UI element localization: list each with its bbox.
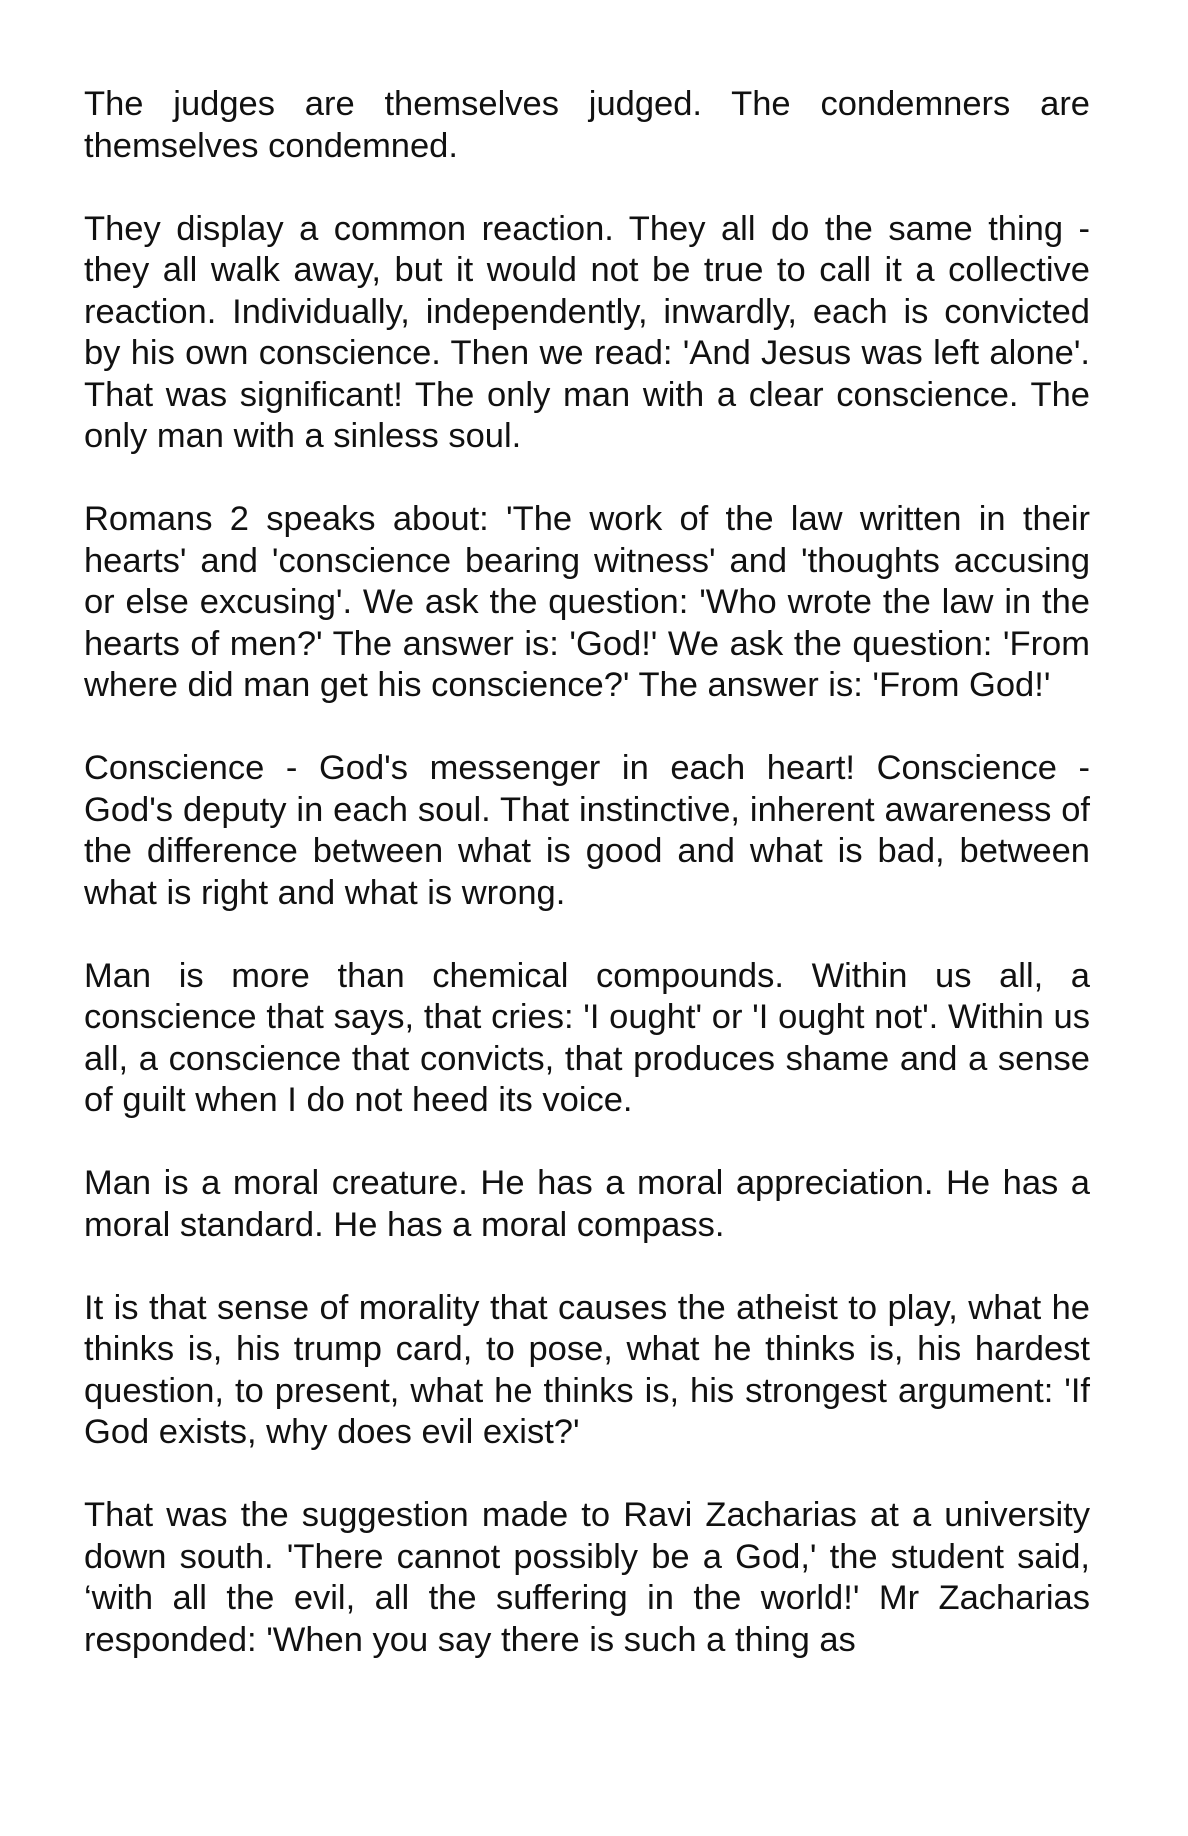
- paragraph-chemical-compounds: Man is more than chemical compounds. Within us all, a conscience that says, that cries: 'I ought' or 'I ought not'. Within us all, a conscience that convicts, that produces shame and a sense of guilt when I do not heed its voice.: [84, 956, 1090, 1119]
- paragraph-ravi-zacharias: That was the suggestion made to Ravi Zacharias at a university down south. 'There cannot possibly be a God,' the student said, ‘with all the evil, all the suffering in the world!' Mr Zacharias responded: 'When you say there is such a thing as: [84, 1496, 1090, 1659]
- document-page: [84, 84, 1090, 1661]
- paragraph-atheist-argument: It is that sense of morality that causes the atheist to play, what he thinks is, his trump card, to pose, what he thinks is, his hardest question, to present, what he thinks is, his strongest argument: 'If God exists, why does evil exist?': [84, 1288, 1090, 1451]
- paragraph-moral-creature: Man is a moral creature. He has a moral appreciation. He has a moral standard. He has a moral compass.: [84, 1164, 1090, 1244]
- paragraph-gods-messenger: Conscience - God's messenger in each heart! Conscience - God's deputy in each soul. That instinctive, inherent awareness of the difference between what is good and what is bad, between what is right and what is wrong.: [84, 749, 1090, 912]
- paragraph-common-reaction: They display a common reaction. They all do the same thing - they all walk away, but it would not be true to call it a collective reaction. Individually, independently, inwardly, each is convicted by his own conscience. Then we read: 'And Jesus was left alone'. That was significant! The only man with a clear conscience. The only man with a sinless soul.: [84, 209, 1090, 455]
- paragraph-judges: The judges are themselves judged. The condemners are themselves condemned.: [84, 85, 1090, 165]
- paragraph-romans-2: Romans 2 speaks about: 'The work of the law written in their hearts' and 'conscience bearing witness' and 'thoughts accusing or else excusing'. We ask the question: 'Who wrote the law in the hearts of men?' The answer is: 'God!' We ask the question: 'From where did man get his conscience?' The answer is: 'From God!': [84, 500, 1090, 704]
